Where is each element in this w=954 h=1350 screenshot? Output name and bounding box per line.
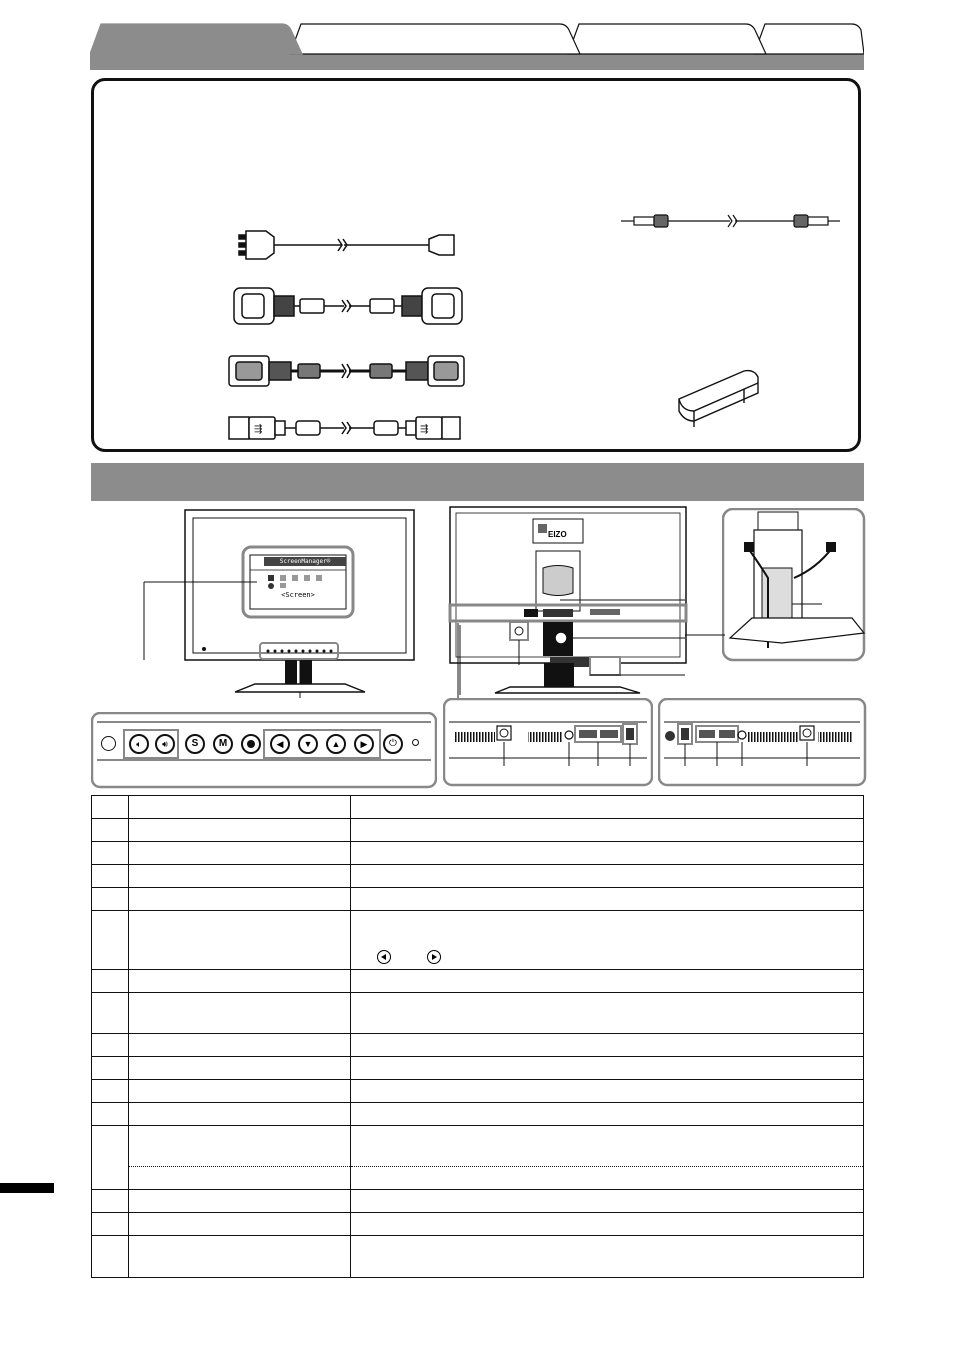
rear-connector-panel-left	[443, 698, 653, 788]
front-view-illustration	[130, 508, 420, 698]
table-row	[92, 970, 864, 993]
controls-section-band	[91, 463, 864, 501]
table-row	[92, 1057, 864, 1080]
table-row	[92, 865, 864, 888]
table-row	[92, 1236, 864, 1278]
sensor-icon	[101, 736, 116, 751]
rear-logo: EIZO	[548, 530, 567, 539]
table-row	[92, 1190, 864, 1213]
table-row	[92, 1034, 864, 1057]
controls-table	[91, 795, 864, 1278]
table-row	[92, 1126, 864, 1167]
table-row	[92, 819, 864, 842]
left-button[interactable]: ◀	[270, 734, 290, 754]
dsub-cable-icon	[229, 356, 464, 386]
table-row	[92, 842, 864, 865]
rear-connector-panel-right	[658, 698, 868, 788]
power-button[interactable]: ⏻	[383, 734, 403, 754]
page-side-marker	[0, 1183, 54, 1193]
left-arrow-button-icon	[377, 950, 391, 964]
front-button-panel	[91, 712, 437, 790]
tab-shapes	[90, 22, 864, 70]
table-row	[92, 1103, 864, 1126]
svg-text:⇶: ⇶	[254, 424, 263, 435]
leader-lines	[440, 595, 730, 695]
power-indicator-icon	[412, 739, 419, 746]
table-row	[92, 888, 864, 911]
mode-button[interactable]: M	[213, 734, 233, 754]
usb-cable-icon	[229, 417, 460, 439]
tab-bar	[90, 22, 864, 70]
table-row	[92, 1213, 864, 1236]
screen-manager-caption: <Screen>	[281, 591, 315, 599]
cable-cover-icon	[679, 371, 758, 427]
up-button[interactable]: ▲	[326, 734, 346, 754]
down-button[interactable]: ▼	[298, 734, 318, 754]
volume-up-button[interactable]: 🔊︎	[155, 734, 175, 754]
table-row	[92, 993, 864, 1034]
table-row	[92, 1080, 864, 1103]
right-arrow-button-icon	[427, 950, 441, 964]
right-button[interactable]: ▶	[354, 734, 374, 754]
table-row	[92, 1167, 864, 1190]
screen-manager-title: ScreenManager®	[264, 557, 346, 566]
svg-text:⇶: ⇶	[420, 424, 429, 435]
package-contents-box	[91, 78, 861, 452]
volume-down-button[interactable]: 🔈︎	[129, 734, 149, 754]
stand-detail-illustration	[722, 508, 867, 663]
signal-select-button[interactable]: S	[185, 734, 205, 754]
table-row	[92, 911, 864, 970]
audio-cable-icon	[621, 215, 840, 227]
dvi-cable-icon	[234, 288, 462, 324]
power-cord-icon	[239, 231, 454, 259]
table-row	[92, 796, 864, 819]
enter-button[interactable]	[241, 734, 261, 754]
